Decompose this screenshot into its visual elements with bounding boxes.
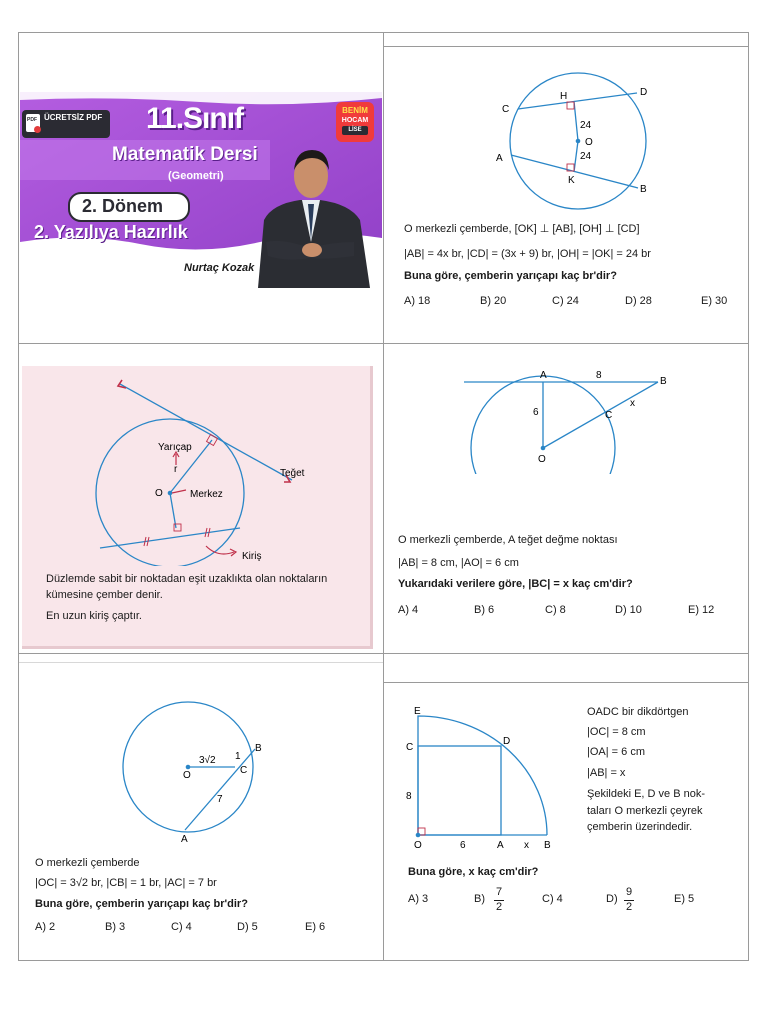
q3-label-c: C [240, 765, 248, 776]
q2-question: Yukarıdaki verilere göre, |BC| = x kaç cm'dir? [398, 578, 633, 590]
info-line-2: kümesine çember denir. [46, 589, 163, 601]
q2-option-c[interactable]: C) 8 [545, 604, 566, 616]
q4-label-a: A [497, 840, 504, 851]
term-title: 2. Dönem [82, 196, 164, 216]
q1-label-ok: 24 [580, 151, 592, 162]
q4-option-b-prefix: B) [474, 893, 485, 905]
q2-label-x: x [630, 398, 635, 409]
q3-figure [19, 663, 383, 848]
q4-option-c[interactable]: C) 4 [542, 893, 563, 905]
q4-info-line-3: |OA| = 6 cm [587, 746, 645, 758]
q2-figure [384, 344, 748, 474]
q4-figure [384, 683, 584, 853]
q1-line-2: |AB| = 4x br, |CD| = (3x + 9) br, |OH| = |OK| = 24 br [404, 248, 651, 260]
pdf-icon-label: PDF [27, 117, 37, 123]
q3-line-1: O merkezli çemberde [35, 857, 140, 869]
q3-label-cb: 1 [235, 751, 241, 762]
brand-logo-line3: LİSE [342, 126, 368, 135]
q2-label-ab: 8 [596, 370, 602, 381]
q1-label-h: H [560, 91, 568, 102]
q3-label-b: B [255, 743, 262, 754]
q1-option-d[interactable]: D) 28 [625, 295, 652, 307]
q4-option-a[interactable]: A) 3 [408, 893, 429, 905]
info-line-3: En uzun kiriş çaptır. [46, 610, 142, 622]
q4-option-b-numerator: 7 [496, 886, 503, 898]
q1-label-a: A [496, 153, 503, 164]
q4-label-e: E [414, 706, 421, 717]
q2-option-e[interactable]: E) 12 [688, 604, 715, 616]
q4-label-c: C [406, 742, 414, 753]
brand-logo-line2: HOCAM [341, 117, 369, 124]
q4-option-d[interactable] [606, 886, 646, 916]
q3-option-c[interactable]: C) 4 [171, 921, 192, 933]
q2-label-a: A [540, 370, 547, 381]
q3-question: Buna göre, çemberin yarıçapı kaç br'dir? [35, 898, 248, 910]
question-3 [19, 663, 383, 960]
q1-option-a[interactable]: A) 18 [404, 295, 431, 307]
q3-option-e[interactable]: E) 6 [305, 921, 326, 933]
free-pdf-badge [22, 110, 110, 138]
q1-label-d: D [640, 87, 648, 98]
q2-label-b: B [660, 376, 667, 387]
q1-figure [384, 47, 748, 217]
q4-option-d-denominator: 2 [626, 901, 633, 913]
q4-option-e[interactable]: E) 5 [674, 893, 695, 905]
q3-line-2: |OC| = 3√2 br, |CB| = 1 br, |AC| = 7 br [35, 877, 217, 889]
q2-line-2: |AB| = 8 cm, |AO| = 6 cm [398, 557, 519, 569]
subject-title: (Geometri) [168, 170, 224, 182]
q4-option-d-prefix: D) [606, 893, 618, 905]
pdf-icon [26, 114, 40, 132]
question-4 [384, 683, 748, 960]
q4-label-oa: 6 [460, 840, 466, 851]
q1-label-k: K [568, 175, 575, 186]
q2-option-d[interactable]: D) 10 [615, 604, 642, 616]
q2-label-o: O [538, 454, 546, 465]
grid-outer-right [748, 32, 749, 961]
q1-line-1: O merkezli çemberde, [OK] ⊥ [AB], [OH] ⊥ [CD] [404, 223, 640, 235]
q3-option-d[interactable]: D) 5 [237, 921, 258, 933]
grid-row-divider-2 [18, 653, 749, 654]
q1-label-o: O [585, 137, 593, 148]
question-2 [384, 344, 748, 653]
q4-info-line-5: Şekildeki E, D ve B nok- [587, 788, 705, 800]
q1-label-b: B [640, 184, 647, 195]
q1-option-b[interactable]: B) 20 [480, 295, 507, 307]
info-label-o: O [155, 488, 163, 499]
q1-label-oh: 24 [580, 120, 592, 131]
q1-question: Buna göre, çemberin yarıçapı kaç br'dir? [404, 270, 617, 282]
exam-title: 2. Yazılıya Hazırlık [34, 222, 188, 242]
q4-info-line-2: |OC| = 8 cm [587, 726, 646, 738]
q1-label-c: C [502, 104, 510, 115]
promo-banner [20, 92, 382, 288]
info-label-radius: Yarıçap [158, 442, 192, 453]
download-icon [34, 126, 41, 133]
info-label-tangent: Teğet [280, 468, 305, 479]
q2-option-a[interactable]: A) 4 [398, 604, 419, 616]
q1-option-e[interactable]: E) 30 [701, 295, 728, 307]
free-pdf-text: ÜCRETSİZ PDF [44, 113, 103, 122]
question-1 [384, 47, 748, 343]
q3-option-a[interactable]: A) 2 [35, 921, 56, 933]
q2-line-1: O merkezli çemberde, A teğet değme noktası [398, 534, 618, 546]
q2-label-ao: 6 [533, 407, 539, 418]
grade-title: 11.Sınıf [146, 102, 244, 135]
term-pill [68, 192, 190, 222]
q4-option-b-denominator: 2 [496, 901, 503, 913]
q4-label-b: B [544, 840, 551, 851]
q4-info-line-1: OADC bir dikdörtgen [587, 706, 689, 718]
q4-info-line-7: çemberin üzerindedir. [587, 821, 693, 833]
q4-info-line-4: |AB| = x [587, 767, 626, 779]
q2-option-b[interactable]: B) 6 [474, 604, 495, 616]
author-name: Nurtaç Kozak [184, 262, 255, 274]
course-title: Matematik Dersi [112, 144, 258, 165]
q4-info-line-6: taları O merkezli çeyrek [587, 805, 703, 817]
q3-option-b[interactable]: B) 3 [105, 921, 126, 933]
q3-label-o: O [183, 770, 191, 781]
q4-label-oc: 8 [406, 791, 412, 802]
q3-label-ac: 7 [217, 794, 223, 805]
q2-label-c: C [605, 410, 613, 421]
q4-label-x: x [524, 840, 529, 851]
brand-logo [336, 102, 374, 142]
brand-logo-line1: BENİM [342, 106, 368, 115]
info-label-chord: Kiriş [242, 551, 262, 562]
q1-option-c[interactable]: C) 24 [552, 295, 579, 307]
info-label-r: r [174, 464, 178, 475]
info-figure [22, 366, 370, 566]
q4-label-d: D [503, 736, 511, 747]
circle-info-card [22, 366, 373, 649]
q4-question: Buna göre, x kaç cm'dir? [408, 866, 539, 878]
q4-option-d-numerator: 9 [626, 886, 633, 898]
q4-option-b[interactable] [474, 886, 514, 916]
info-line-1: Düzlemde sabit bir noktadan eşit uzaklıkta olan noktaların [46, 573, 328, 585]
q3-label-a: A [181, 834, 188, 845]
info-label-center: Merkez [190, 489, 223, 500]
q4-label-o: O [414, 840, 422, 851]
q3-label-oc: 3√2 [199, 755, 216, 766]
